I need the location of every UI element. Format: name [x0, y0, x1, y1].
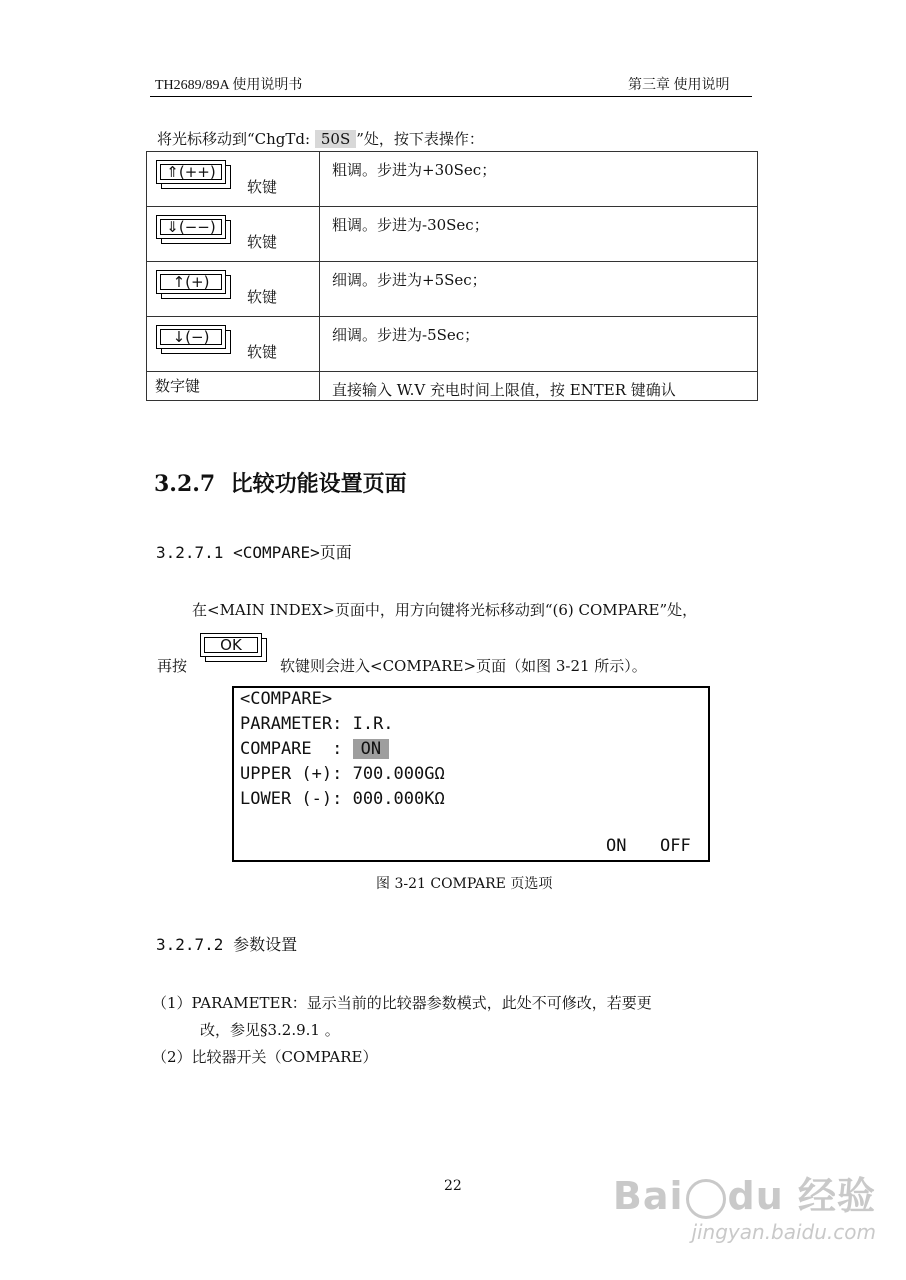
operations-table	[146, 151, 758, 401]
table-row	[147, 152, 758, 207]
key-cell	[147, 207, 320, 262]
page-number: 22	[444, 1178, 462, 1194]
list-item-number: （1）	[152, 994, 192, 1012]
table-row	[147, 317, 758, 372]
subsection-heading-1: 3.2.7.1 <COMPARE>页面	[156, 543, 352, 562]
paw-icon	[686, 1179, 726, 1219]
compare-screen	[232, 686, 710, 862]
key-cell	[147, 262, 320, 317]
parameter-value: I.R.	[352, 714, 394, 734]
paragraph-press: 再按	[157, 657, 188, 675]
softkey-on-label[interactable]: ON	[606, 836, 627, 856]
section-title: 比较功能设置页面	[230, 471, 407, 497]
section-number: 3.2.7	[154, 471, 216, 497]
compare-value-field[interactable]: ON	[353, 739, 389, 759]
paragraph-line-2: 软键则会进入<COMPARE>页面（如图 3-21 所示）。	[280, 657, 647, 675]
softkey-label: 软键	[247, 343, 278, 361]
intro-line	[157, 128, 484, 149]
table-row	[147, 262, 758, 317]
fine-down-softkey[interactable]: ↓(−)	[156, 325, 226, 349]
header-left: TH2689/89A 使用说明书	[155, 78, 303, 93]
baidu-watermark	[613, 1165, 876, 1244]
key-cell	[147, 152, 320, 207]
compare-label: COMPARE :	[240, 739, 353, 759]
list-item	[152, 992, 652, 1013]
desc-cell: 粗调。步进为-30Sec；	[320, 207, 758, 262]
watermark-brand-left: Bai	[612, 1174, 684, 1218]
upper-limit-row: UPPER (+): 700.000GΩ	[240, 764, 445, 784]
intro-suffix: ”处，按下表操作：	[356, 130, 484, 148]
desc-cell: 细调。步进为-5Sec；	[320, 317, 758, 372]
list-item-text: 比较器开关（COMPARE）	[191, 1048, 378, 1066]
softkey-label: 软键	[247, 233, 278, 251]
compare-row	[240, 739, 389, 759]
list-item-text: PARAMETER：显示当前的比较器参数模式，此处不可修改，若要更	[191, 994, 652, 1012]
header-rule	[150, 96, 752, 97]
numeric-key-cell: 数字键	[147, 372, 320, 401]
header-right: 第三章 使用说明	[628, 78, 730, 93]
softkey-off-label[interactable]: OFF	[660, 836, 691, 856]
coarse-down-softkey[interactable]: ⇓(−−)	[156, 215, 226, 239]
softkey-label: 软键	[247, 178, 278, 196]
coarse-up-softkey[interactable]: ⇑(++)	[156, 160, 226, 184]
parameter-label: PARAMETER:	[240, 714, 353, 734]
list-item	[152, 1046, 377, 1067]
figure-caption: 图 3-21 COMPARE 页选项	[376, 876, 553, 892]
softkey-label: 软键	[247, 288, 278, 306]
table-row	[147, 207, 758, 262]
parameter-row	[240, 714, 394, 734]
fine-up-softkey[interactable]: ↑(+)	[156, 270, 226, 294]
list-item-number: （2）	[152, 1048, 192, 1066]
intro-prefix: 将光标移动到“ChgTd:	[157, 130, 311, 148]
list-item-continuation: 改，参见§3.2.9.1 。	[200, 1021, 340, 1039]
numeric-desc-cell: 直接输入 W.V 充电时间上限值，按 ENTER 键确认	[320, 372, 758, 401]
section-heading	[154, 467, 407, 498]
desc-cell: 细调。步进为+5Sec；	[320, 262, 758, 317]
key-cell	[147, 317, 320, 372]
lower-limit-row: LOWER (-): 000.000KΩ	[240, 789, 445, 809]
paragraph-line-1: 在<MAIN INDEX>页面中，用方向键将光标移动到“(6) COMPARE”处，	[192, 601, 698, 619]
watermark-brand-right: du 经验	[727, 1174, 876, 1218]
watermark-url: jingyan.baidu.com	[691, 1220, 876, 1244]
table-row	[147, 372, 758, 401]
subsection-heading-2: 3.2.7.2 参数设置	[156, 935, 298, 954]
desc-cell: 粗调。步进为+30Sec；	[320, 152, 758, 207]
intro-highlight: 50S	[315, 130, 356, 148]
ok-softkey[interactable]: OK	[200, 633, 262, 657]
screen-title: <COMPARE>	[240, 689, 333, 709]
